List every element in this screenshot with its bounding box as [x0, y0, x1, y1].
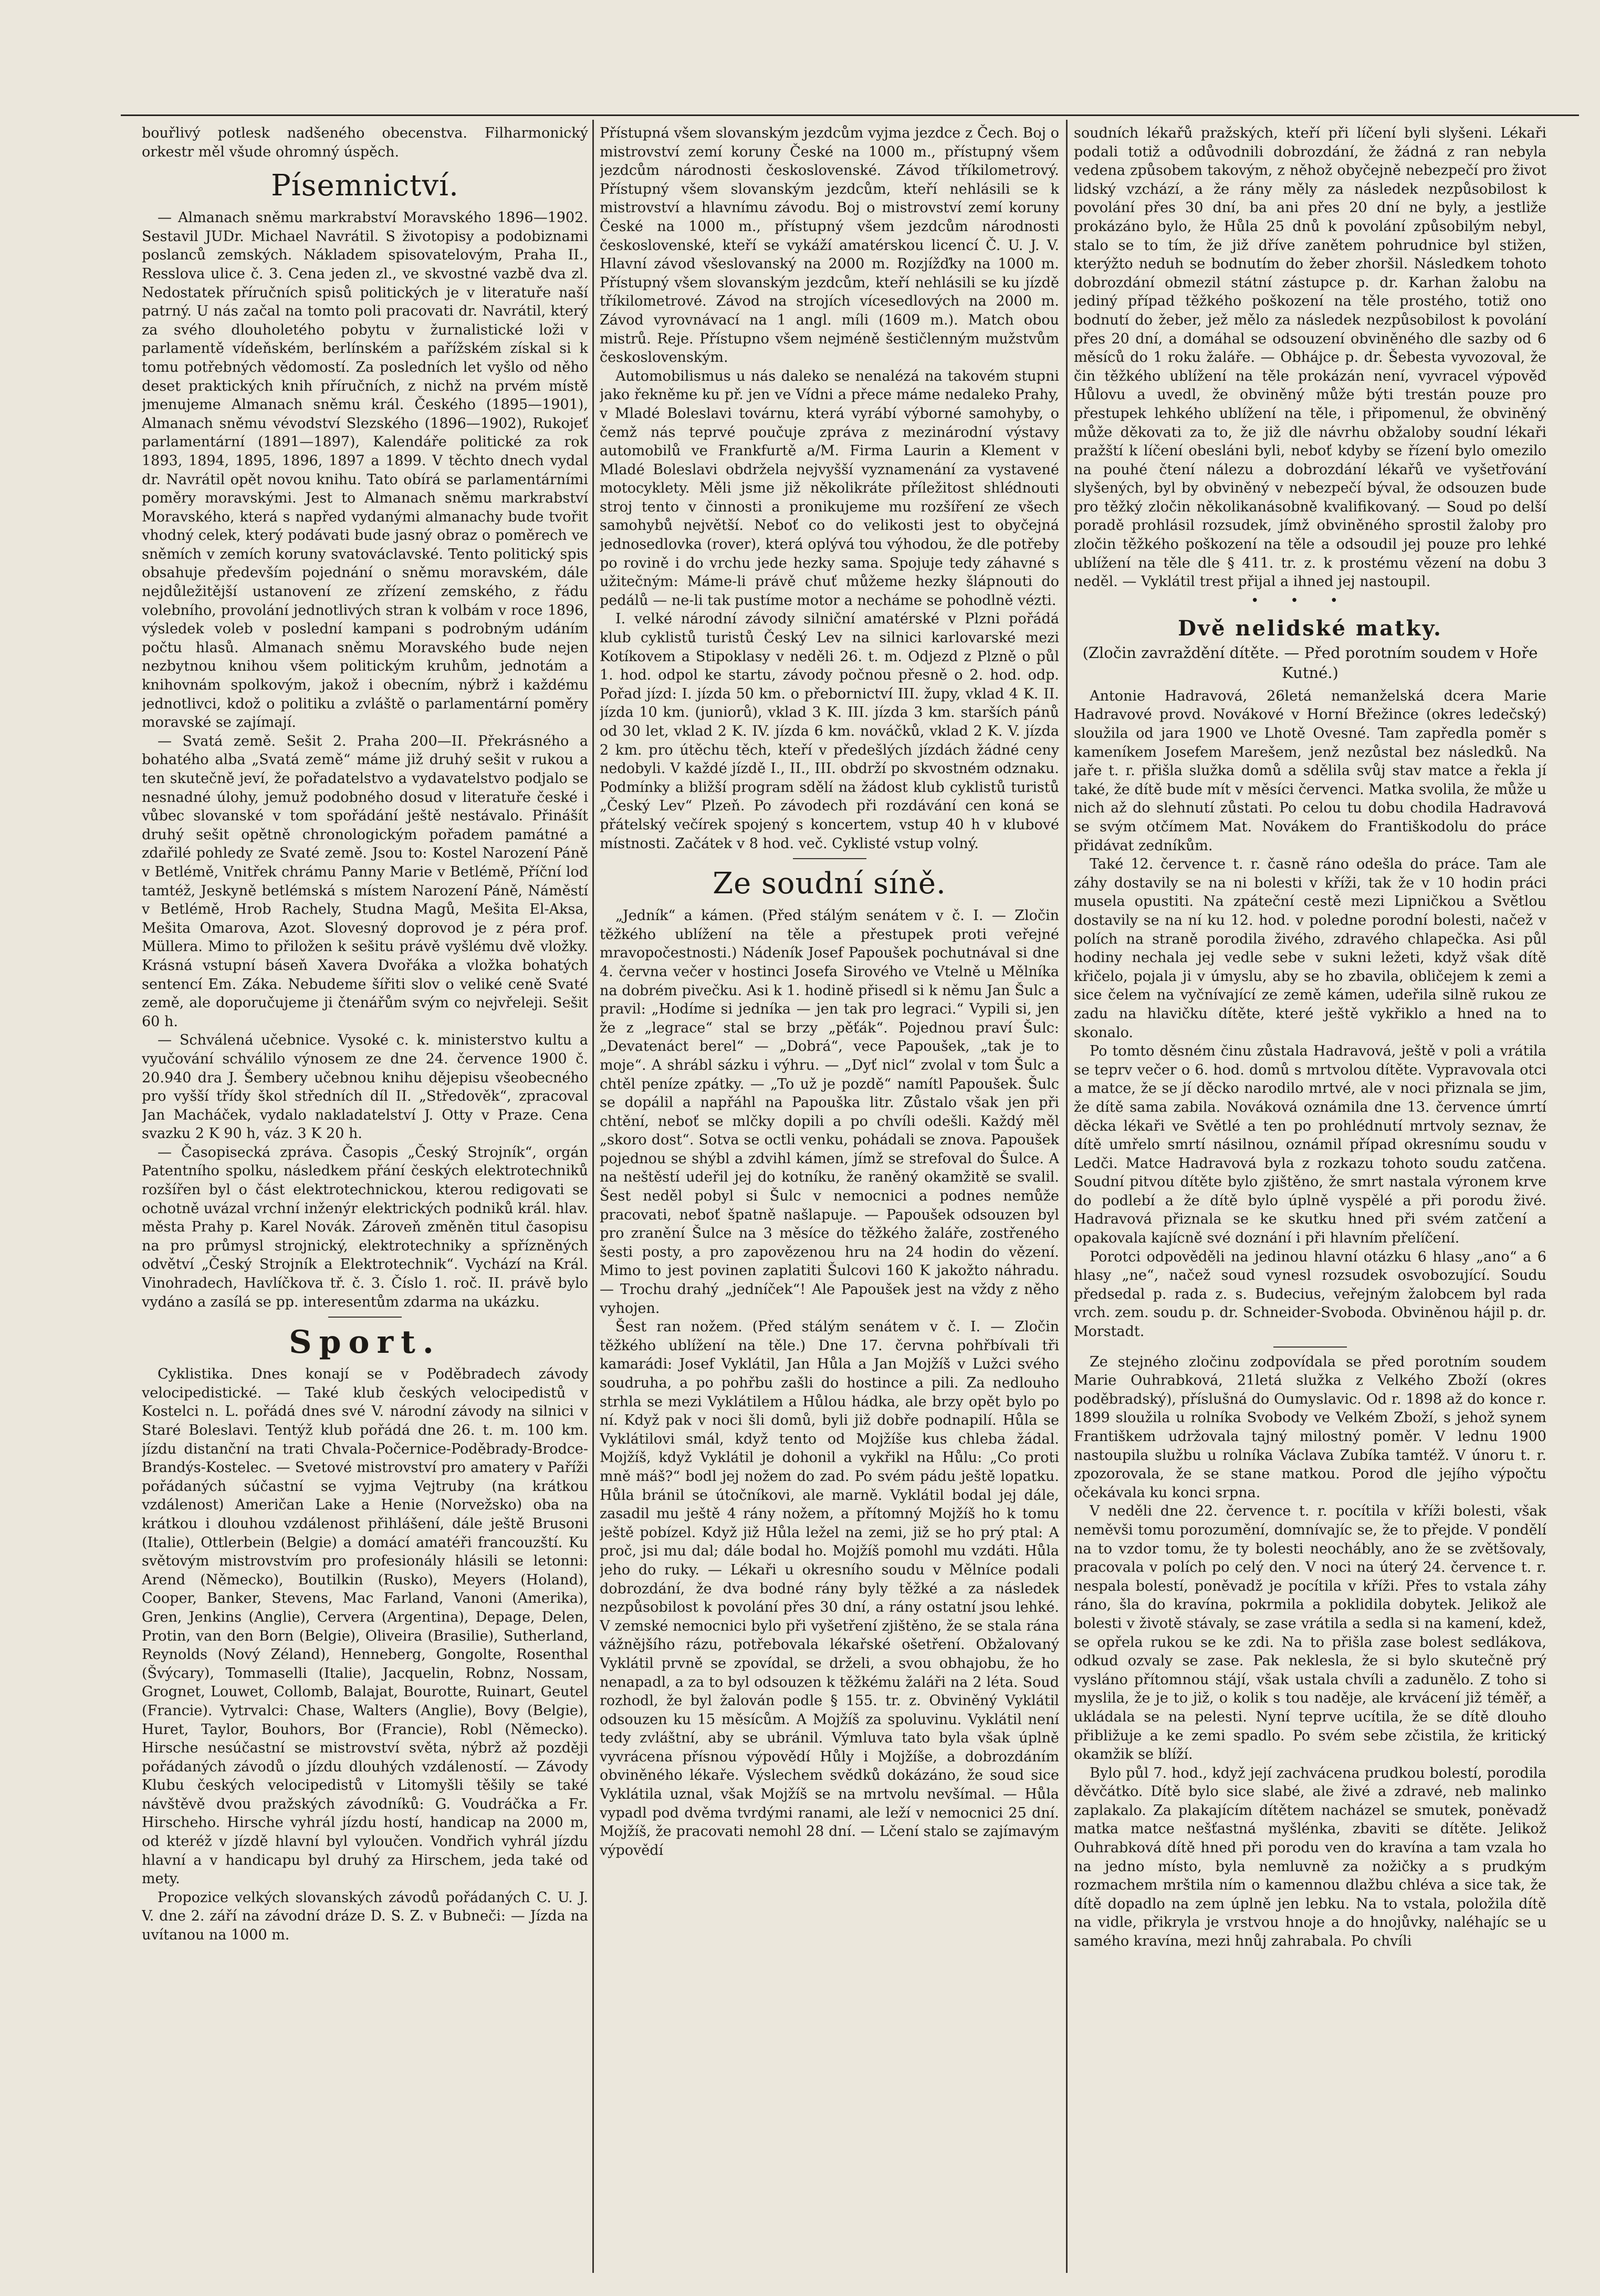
article-paragraph: Šest ran nožem. (Před stálým senátem v č. I. — Zločin těžkého ublížení na těle.) Dne 17. června pohřbívali tři kamarádi: Josef Vyklátil, Jan Hůla a Jan Mojžíš v Lužci svého soudruha, a po pohřbu zašli do hostince a pili. Za nedlouho strhla se mezi Vyklátilem a Hůlou hádka, ale brzy opět bylo po ní. Když pak v noci šli domů, byli již dobře podnapilí. Hůla se Vyklátilovi smál, když tento od Mojžíše kus chleba žádal. Mojžíš, když Vyklátil je dohonil a vykřikl na Hůlu: „Co proti mně máš?“ bodl jej nožem do zad. Po svém pádu ještě lopatku. Hůla bránil se útočníkovi, ale marně. Vyklátil bodal jej dále, zasadil mu ještě 4 rány nožem, a přítomný Mojžíš ho k tomu ještě pobízel. Když již Hůla ležel na zemi, již se ho prý ptal: A proč, jsi mu dal; dále bodal ho. Mojžíš pomohl mu vzdáti. Hůla jeho do ruky. — Lékaři u okresního soudu v Mělníce podali dobrozdání, že dva bodné rány byly těžké a za následek nezpůsobilost k povolání přes 30 dní, a rány ostatní jsou lehké. V zemské nemocnici bylo při vyšetření zjištěno, že se stala rána vážnějšího rázu, potřebovala lékařské ošetření. Obžalovaný Vyklátil prvně se zpovídal, se drželi, a svou obhajobu, že ho nenapadl, a za to byl odsouzen k těžkému žaláři na 2 léta. Soud rozhodl, že byl žalován podle § 155. tr. z. Obviněný Vyklátil odsouzen ku 15 měsícům. A Mojžíš za spoluvinu. Vyklátil není tedy zvláštní, aby se ubránil. Výmluva tato byla však úplně vyvrácena přísnou výpovědí Hůly i Mojžíše, a dobrozdáním obviněného lékaře. Výslechem svědků dokázáno, že soud sice Vyklátila uznal, však Mojžíš se na mrtvolu nevšímal. — Hůla vypadl pod dvěma tvrdými ranami, ale leží v nemocnici 25 dní. Mojžíš, že pracovati nemohl 28 dní. — Lčení stalo se zajímavým výpovědí — [600, 1319, 1059, 1859]
column-left — [142, 124, 588, 2272]
article-paragraph: — Časopisecká zpráva. Časopis „Český Strojník“, orgán Patentního spolku, následkem přání českých elektrotechniků rozšířen byl o část elektrotechnickou, kterou redigovati se ochotně uvázal vrchní inženýr elektrických podniků král. hlav. města Prahy p. Karel Novák. Zároveň změněn titul časopisu na pro průmysl strojnický, elektrotechniky a spřízněných odvětví „Český Strojník a Elektrotechnik“. Vychází na Král. Vinohradech, Havlíčkova tř. č. 3. Číslo 1. roč. II. právě bylo vydáno a zasílá se pp. interesentům zdarma na ukázku. — [142, 1144, 588, 1310]
top-rule — [121, 114, 1579, 116]
separator-dots: ••• — [1250, 592, 1369, 609]
section-heading-court: Ze soudní síně. — [713, 867, 946, 901]
article-paragraph: Přístupná všem slovanským jezdcům vyjma jezdce z Čech. Boj o mistrovství zemí koruny České na 1000 m., přístupný všem jezdcům národnosti československé. Závod tříkilometrový. Přístupný všem slovanským jezdcům, kteří nehlásili se k mistrovství a hlavnímu závodu. Boj o mistrovství zemí koruny České na 1000 m., přístupný všem jezdcům národnosti československé, kteří se vykáží amatérskou licencí Č. U. J. V. Hlavní závod všeslovanský na 2000 m. Rozjížďky na 1000 m. Přístupný všem slovanským jezdcům, kteří nehlásili se ku jízdě tříkilometrové. Závod na strojích vícesedlových na 2000 m. Závod vyrovnávací na 1 angl. míli (1609 m.). Match obou mistrů. Reje. Přístupno všem nejméně šestičlenným mužstvům československým. — [600, 125, 1059, 366]
section-heading-sport: Sport. — [289, 1324, 441, 1361]
article-paragraph: Po tomto děsném činu zůstala Hadravová, ještě v poli a vrátila se teprv večer o 6. hod. domů s mrtvolou dítěte. Vypravovala otci a matce, že se jí děcko narodilo mrtvé, ale v noci přiznala se jim, že dítě sama zabila. Nováková oznámila dne 13. července úmrtí děcka lékaři ve Světlé a ten po prohlédnutí mrtvoly seznav, že dítě umřelo smrtí násilnou, oznámil případ okresnímu soudu v Ledči. Matce Hadravová byla z rozkazu tohoto soudu zatčena. Soudní pitvou dítěte bylo zjištěno, že smrt nastala výronem krve do podlebí a že dítě bylo úplně vyspělé a při porodu živé. Hadravová přiznala se ke skutku hned při svém zatčení a opakovala kajícně své doznání i při hlavním přelíčení. — [1074, 1043, 1546, 1247]
divider — [1273, 1347, 1347, 1348]
article-paragraph: Propozice velkých slovanských závodů pořádaných C. U. J. V. dne 2. září na závodní dráze D. S. Z. v Bubneči: — Jízda na uvítanou na 1000 m. — [142, 1889, 588, 1944]
column-middle — [600, 124, 1059, 2272]
article-paragraph: — Svatá země. Sešit 2. Praha 200—II. Překrásného a bohatého alba „Svatá země“ máme již druhý sešit v rukou a ten skutečně jeví, že pořadatelstvo a vydavatelstvo podjalo se nesnadné úlohy, jemuž podobného dosud v literatuře české i vůbec slovanské v tom spořádání ještě nestávalo. Přinášít druhý sešit opětně chronologickým pořadem památné a zdařilé pohledy ze Svaté země. Jsou to: Kostel Narození Páně v Betlémě, Vnitřek chrámu Panny Marie v Betlémě, Příční loď tamtéž, Jeskyně betlémská s místem Narození Páně, Náměstí v Betlémě, Hrob Rachely, Studna Magů, Mešita El-Aksa, Mešita Omarova, Azot. Slovesný doprovod je z péra prof. Müllera. Mimo to přiložen k sešitu právě vyšlému dvě vložky. Krásná vstupní báseň Xavera Dvořáka a vložka bohatých sentencí Em. Záka. Nebudeme šířiti slov o veliké ceně Svaté země, ale doporučujeme ji čtenářům svým co nejvřeleji. Sešit 60 h. — [142, 733, 588, 1030]
article-heading: Dvě nelidské matky. — [1178, 615, 1442, 641]
intro-paragraph: bouřlivý potlesk nadšeného obecenstva. Filharmonický orkestr měl všude ohromný úspěch. — [142, 125, 588, 160]
divider — [328, 1317, 402, 1318]
divider — [793, 858, 866, 859]
column-rule — [1066, 120, 1068, 2273]
article-paragraph: Také 12. července t. r. časně ráno odešla do práce. Tam ale záhy dostavily se na ni bolesti v kříži, tak že v 10 hodin práci musela opustiti. Na zpáteční cestě mezi Lipničkou a Světlou dostavily se na ní ku 12. hod. v poledne porodní bolesti, načež v polích na straně porodila živého, zdravého chlapečka. Asi půl hodiny nechala jej vedle sebe v sukni ležeti, když však dítě křičelo, pojala ji v úmyslu, aby se ho zbavila, obličejem k zemi a sice čelem na vyčnívající ze země kámen, udeřila silně rukou ze zadu na hlavičku dítěte, které ještě vykřiklo a hned na to skonalo. — [1074, 856, 1546, 1041]
article-subheading: (Zločin zavraždění dítěte. — Před porotním soudem v Hoře Kutné.) — [1082, 643, 1538, 682]
article-paragraph: I. velké národní závody silniční amatérské v Plzni pořádá klub cyklistů turistů Český Lev na silnici karlovarské mezi Kotíkovem a Stipoklasy v neděli 26. t. m. Odjezd z Plzně o půl 1. hod. odpol ke startu, závody počnou přesně o 2. hod. odp. Pořad jízd: I. jízda 50 km. o přebornictví III. župy, vklad 4 K. II. jízda 10 km. (juniorů), vklad 3 K. III. jízda 3 km. starších pánů od 30 let, vklad 2 K. IV. jízda 6 km. nováčků, vklad 2 K. V. jízda 2 km. pro útěchu těch, kteří v předešlých jízdách žádné ceny nedobyli. V každé jízdě I., II., III. obdrží po skvostném odznaku. Podmínky a bližší program sdělí na žádost klub cyklistů turistů „Český Lev“ Plzeň. Po závodech při rozdávání cen koná se přátelský večírek spojený s koncertem, vstup 40 h v klubové místnosti. Začátek v 8 hod. več. Cyklisté vstup volný. — [600, 611, 1059, 852]
column-right — [1074, 124, 1546, 2272]
article-paragraph: Ze stejného zločinu zodpovídala se před porotním soudem Marie Ouhrabková, 21letá služka z Velkého Zboží (okres poděbradský), příslušná do Oumyslavic. Od r. 1898 až do konce r. 1899 sloužila u rolníka Svobody ve Velkém Zboží, s jehož synem Františkem udržovala tajný milostný poměr. V lednu 1900 nastoupila službu u rolníka Václava Zubíka tamtéž. V únoru t. r. zpozorovala, že se stane matkou. Porod dle jejího výpočtu očekávala ku konci srpna. — [1074, 1353, 1546, 1501]
article-paragraph: Bylo půl 7. hod., když její zachvácena prudkou bolestí, porodila děvčátko. Dítě bylo sice slabé, ale živé a zdravé, neb malinko zaplakalo. Za plakajícím dítětem nacházel se smutek, poněvadž matka matce nešťastná myšlénka, zbaviti se dítěte. Jelikož Ouhrabková dítě hned při porodu ven do kravína a tam vzala ho na jedno místo, byla nemluvně za nožičky a s prudkým rozmachem mrštila ním o kamennou dlažbu chléva a sice tak, že dítě dopadlo na zem úplně jen lebku. Na to vstala, položila dítě na vidle, přikryla je vrstvou hnoje a do hnojůvky, naléhajíc se u samého kravína, mezi hnůj zahrabala. Po chvíli — [1074, 1765, 1546, 1950]
article-paragraph: Antonie Hadravová, 26letá nemanželská dcera Marie Hadravové provd. Novákové v Horní Břežince (okres ledečský) sloužila od jara 1900 ve Lhotě Ovesné. Tam zapředla poměr s kameníkem Josefem Marešem, jenž nezůstal bez následků. Na jaře t. r. přišla služka domů a sdělila svůj stav matce a řekla jí také, že dítě bude mít v měsíci červenci. Matka svolila, že může u nich až do slehnutí zůstati. Po celou tu dobu chodila Hadravová se svým otčímem Mat. Novákem do Františkodolu do práce přidávat zedníkům. — [1074, 687, 1546, 854]
article-paragraph: — Schválená učebnice. Vysoké c. k. ministerstvo kultu a vyučování schválilo výnosem ze dne 24. července 1900 č. 20.940 dra J. Šembery učebnou knihu dějepisu všeobecného pro vyšší třídy škol středních díl II. „Středověk“, zpracoval Jan Macháček, vydalo nakladatelství J. Otty v Praze. Cena svazku 2 K 90 h, váz. 3 K 20 h. — [142, 1032, 588, 1142]
article-paragraph: „Jedník“ a kámen. (Před stálým senátem v č. I. — Zločin těžkého ublížení na těle a přestupek proti veřejné mravopočestnosti.) Nádeník Josef Papoušek pochutnával si dne 4. června večer v hostinci Josefa Sirového ve Vtelně u Mělníka na dobrém pivečku. Asi k 1. hodině přisedl si k němu Jan Šulc a pravil: „Hodíme si jedníka — jen tak pro legraci.“ Vypili si, jen že z „legrace“ stal se brzy „pěťák“. Pojednou praví Šulc: „Devatenáct berel“ — „Dobrá“, vece Papoušek, „tak je to moje“. A shrábl sázku i výhru. — „Dyť nicl“ zvolal v tom Šulc a chtěl peníze zpátky. — „To už je pozdě“ namítl Papoušek. Šulc se dopálil a napřáhl na Papouška litr. Zůstalo však jen při chtění, neboť se mlčky dopili a po chvíli odešli. Každý měl „skoro dost“. Sotva se octli venku, pohádali se znova. Papoušek pojednou se shýbl a zdvihl kámen, jímž se strefoval do Šulce. A na neštěstí udeřil jej do kotníku, že raněný okamžitě se svalil. Šest neděl pobyl si Šulc v nemocnici a podnes nemůže pracovati, neboť špatně našlapuje. — Papoušek odsouzen byl pro zranění Šulce na 3 měsíce do těžkého žaláře, zostřeného šesti posty, a pro zapovězenou hru na 24 hodin do vězení. Mimo to jest povinen zaplatiti Šulcovi 160 K jakožto náhradu. — Trochu drahý „jedníček“! Ale Papoušek jest na vždy z něho vyhojen. — [600, 907, 1059, 1317]
article-paragraph: soudních lékařů pražských, kteří při líčení byli slyšeni. Lékaři podali totiž a odůvodnili dobrozdání, že žádná z ran nebyla vedena způsobem takovým, z něhož obyčejně nebezpečí pro život lidský vzchází, a že rány měly za následek nezpůsobilost k povolání přes 30 dní, ba ani přes 20 dní ne byly, a jestliže prokázáno bylo, že Hůla 25 dnů k povolání způsobilým nebyl, stalo se to tím, že již dříve zanětem pohrudnice byl stižen, kterýžto neduh se bodnutím do žeber zhoršil. Následkem tohoto dobrozdání obmezil státní zástupce p. dr. Karhan žalobu na jediný případ těžkého poškození na těle prostého, totiž ono bodnutí do žeber, jež mělo za následek nezpůsobilost k povolání přes 20 dní, a domáhal se odsouzení obviněného dle sazby od 6 měsíců do 1 roku žaláře. — Obhájce p. dr. Šebesta vyvozoval, že čin těžkého ublížení na těle prokázán není, vyvracel výpověď Hůlovu a uvedl, že obviněný může býti trestán pouze pro přestupek lehkého ublížení na těle, i připomenul, že obviněný může děkovati za to, že již dle návrhu obžaloby soudní lékaři pražští k líčení obesláni byli, neboť kdyby se řízení bylo omezilo na pouhé čtení nálezu a dobrozdání lékařů ve vyšetřování slyšených, byl by obviněný v nebezpečí býval, že odsouzen bude pro těžký zločin několikanásobně kvalifikovaný. — Soud po delší poradě prohlásil rozsudek, jímž obviněného sprostil žaloby pro zločin těžkého poškození na těle a odsoudil jej pouze pro lehké ublížení na těle dle § 411. tr. z. k prostému vězení na dobu 3 neděl. — Vyklátil trest přijal a ihned jej nastoupil. — [1074, 125, 1546, 590]
section-heading-literature: Písemnictví. — [271, 169, 459, 203]
column-rule — [592, 120, 594, 2273]
article-paragraph: Automobilismus u nás daleko se nenalézá na takovém stupni jako řekněme ku př. jen ve Vídni a přece máme nedaleko Prahy, v Mladé Boleslavi továrnu, která vyrábí výborné samohyby, o čemž nás teprvé poučuje zpráva z mezinárodní výstavy automobilů ve Frankfurtě a/M. Firma Laurin a Klement v Mladé Boleslavi obdržela nejvyšší vyznamenání za vystavené motocyklety. Měli jsme již několikráte příležitost shlédnouti stroj tento v činnosti a pronikujeme mu rozšíření ze všech samohybů největší. Neboť co do velikosti jest to obyčejná jednosedlovka (rover), která oplývá tou výhodou, že dle potřeby po rovině i do vrchu jede hezky sama. Spojuje tedy záhavné s užitečným: Máme-li právě chuť můžeme hezky šlápnouti do pedálů — ne-li tak pustíme motor a necháme se pohodlně vézti. — [600, 368, 1059, 609]
article-paragraph: Cyklistika. Dnes konají se v Poděbradech závody velocipedistické. — Také klub českých velocipedistů v Kostelci n. L. pořádá dnes své V. národní závody na silnici v Staré Boleslavi. Tentýž klub pořádá dne 26. t. m. 100 km. jízdu distanční na trati Chvala-Počernice-Poděbrady-Brodce-Brandýs-Kostelec. — Svetové mistrovství pro amatery v Paříži pořádaných súčastní se vyjma Vejtruby (na krátkou vzdálenost) Američan Lake a Henie (Norvežsko) oba na krátkou i dlouhou vzdálenost přihlášení, dále ještě Brusoni (Italie), Ottlerbein (Belgie) a domácí amatéři francouzští. Ku světovým mistrovstvím pro profesionály hlásili se letonni: Arend (Německo), Boutilkin (Rusko), Meyers (Holand), Cooper, Banker, Stevens, Mac Farland, Vanoni (Amerika), Gren, Jenkins (Anglie), Cervera (Argentina), Depage, Delen, Protin, van den Born (Belgie), Oliveira (Brasilie), Sutherland, Reynolds (Nový Zéland), Henneberg, Gongolte, Rosenthal (Švýcary), Tommaselli (Italie), Jacquelin, Robnz, Nossam, Grognet, Louwet, Collomb, Balajat, Bourotte, Ruinart, Geutel (Francie). Vytrvalci: Chase, Walters (Anglie), Bovy (Belgie), Huret, Taylor, Bouhors, Bor (Francie), Robl (Německo). Hirsche nesúčastní se mistrovství světa, nýbrž až později pořádaných závodů o jízdu dlouhých vzdáleností. — Závody Klubu českých velocipedistů v Litomyšli těšily se také návštěvě dvou pražských závodníků: G. Voudráčka a Fr. Hirscheho. Hirsche vyhrál jízdu hostí, handicap na 2000 m, od kteréž v jízdě hlavní byl vyloučen. Vondřich vyhrál jízdu hlavní a v handicapu byl druhý za Hirschem, jeda také od mety. — [142, 1366, 588, 1887]
article-paragraph: — Almanach sněmu markrabství Moravského 1896—1902. Sestavil JUDr. Michael Navrátil. S životopisy a podobiznami poslanců zemských. Nákladem spisovatelovým, Praha II., Resslova ulice č. 3. Cena jeden zl., ve skvostné vazbě dva zl. Nedostatek příručních spisů politických je v literatuře naší patrný. U nás začal na tomto poli pracovati dr. Navrátil, který za svého dlouholetého pobytu v žurnalistické loži v parlamentě vídeňském, berlínském a pařížském získal si k tomu potřebných vědomostí. Za posledních let vyšlo od něho deset praktických knih příručních, z nichž na prvém místě jmenujeme Almanach sněmu král. Českého (1895—1901), Almanach sněmu vévodství Slezského (1896—1902), Rukojeť parlamentární (1891—1897), Kalendáře politické za rok 1893, 1894, 1895, 1896, 1897 a 1899. V těchto dnech vydal dr. Navrátil opět novou knihu. Tato obírá se parlamentárními poměry moravskými. Jest to Almanach sněmu markrabství Moravského, která s napřed vydanými almanachy bude tvořit vhodný celek, který podávati bude jasný obraz o poměrech ve sněmích v zemích koruny svatováclavské. Tento politický spis obsahuje především pojednání o sněmu moravském, dále nejdůležitější ustanovení ze zřízení zemského, z řádu volebního, provolání jednotlivých stran k volbám v roce 1896, výsledek voleb v poslední kampani s podrobným udáním počtu hlasů. Almanach sněmu Moravského bude nejen nezbytnou knihou všem politickým kruhům, jednotám a knihovnám spolkovým, jakož i obecním, nýbrž i každému jednotlivci, kdož o politiku a zvláště o parlamentární poměry moravské se zajímají. — [142, 210, 588, 731]
article-paragraph: Porotci odpověděli na jedinou hlavní otázku 6 hlasy „ano“ a 6 hlasy „ne“, načež soud vynesl rozsudek osvobozující. Soudu předsedal p. rada z. s. Budecius, veřejným žalobcem byl rada vrch. zem. soudu p. dr. Schneider-Svoboda. Obviněnou hájil p. dr. Morstadt. — [1074, 1248, 1546, 1340]
article-paragraph: V neděli dne 22. července t. r. pocítila v kříži bolesti, však neměvši tomu porozumění, domnívajíc se, že to přejde. V pondělí na to vzdor tomu, že ty bolesti neochábly, ano že se zvětšovaly, pracovala v polích po celý den. V noci na úterý 24. července t. r. nespala bolestí, poněvadž je pocítila v kříži. Přes to vstala záhy ráno, šla do kravína, pokrmila a poklidila dobytek. Jelikož ale bolesti v životě stávaly, se zase vrátila a sedla si na kamení, kdež, se opřela rukou se ke zdi. Na to přišla zase bolest sedlákova, odkud ozvaly se zase. Pak neklesla, že si bylo skutečně prý vysláno přítomnou stájí, však ustala chvíli a zadunělo. Z toho si myslila, že je to již, o kolik s tou naděje, ale krvácení již téměř, a ukládala se na pelesti. Nyní teprve ucítila, že se dítě dlouho přibližuje a ke zemi spadlo. Po svém sebe zčistila, že kritický okamžik se blíží. — [1074, 1503, 1546, 1763]
